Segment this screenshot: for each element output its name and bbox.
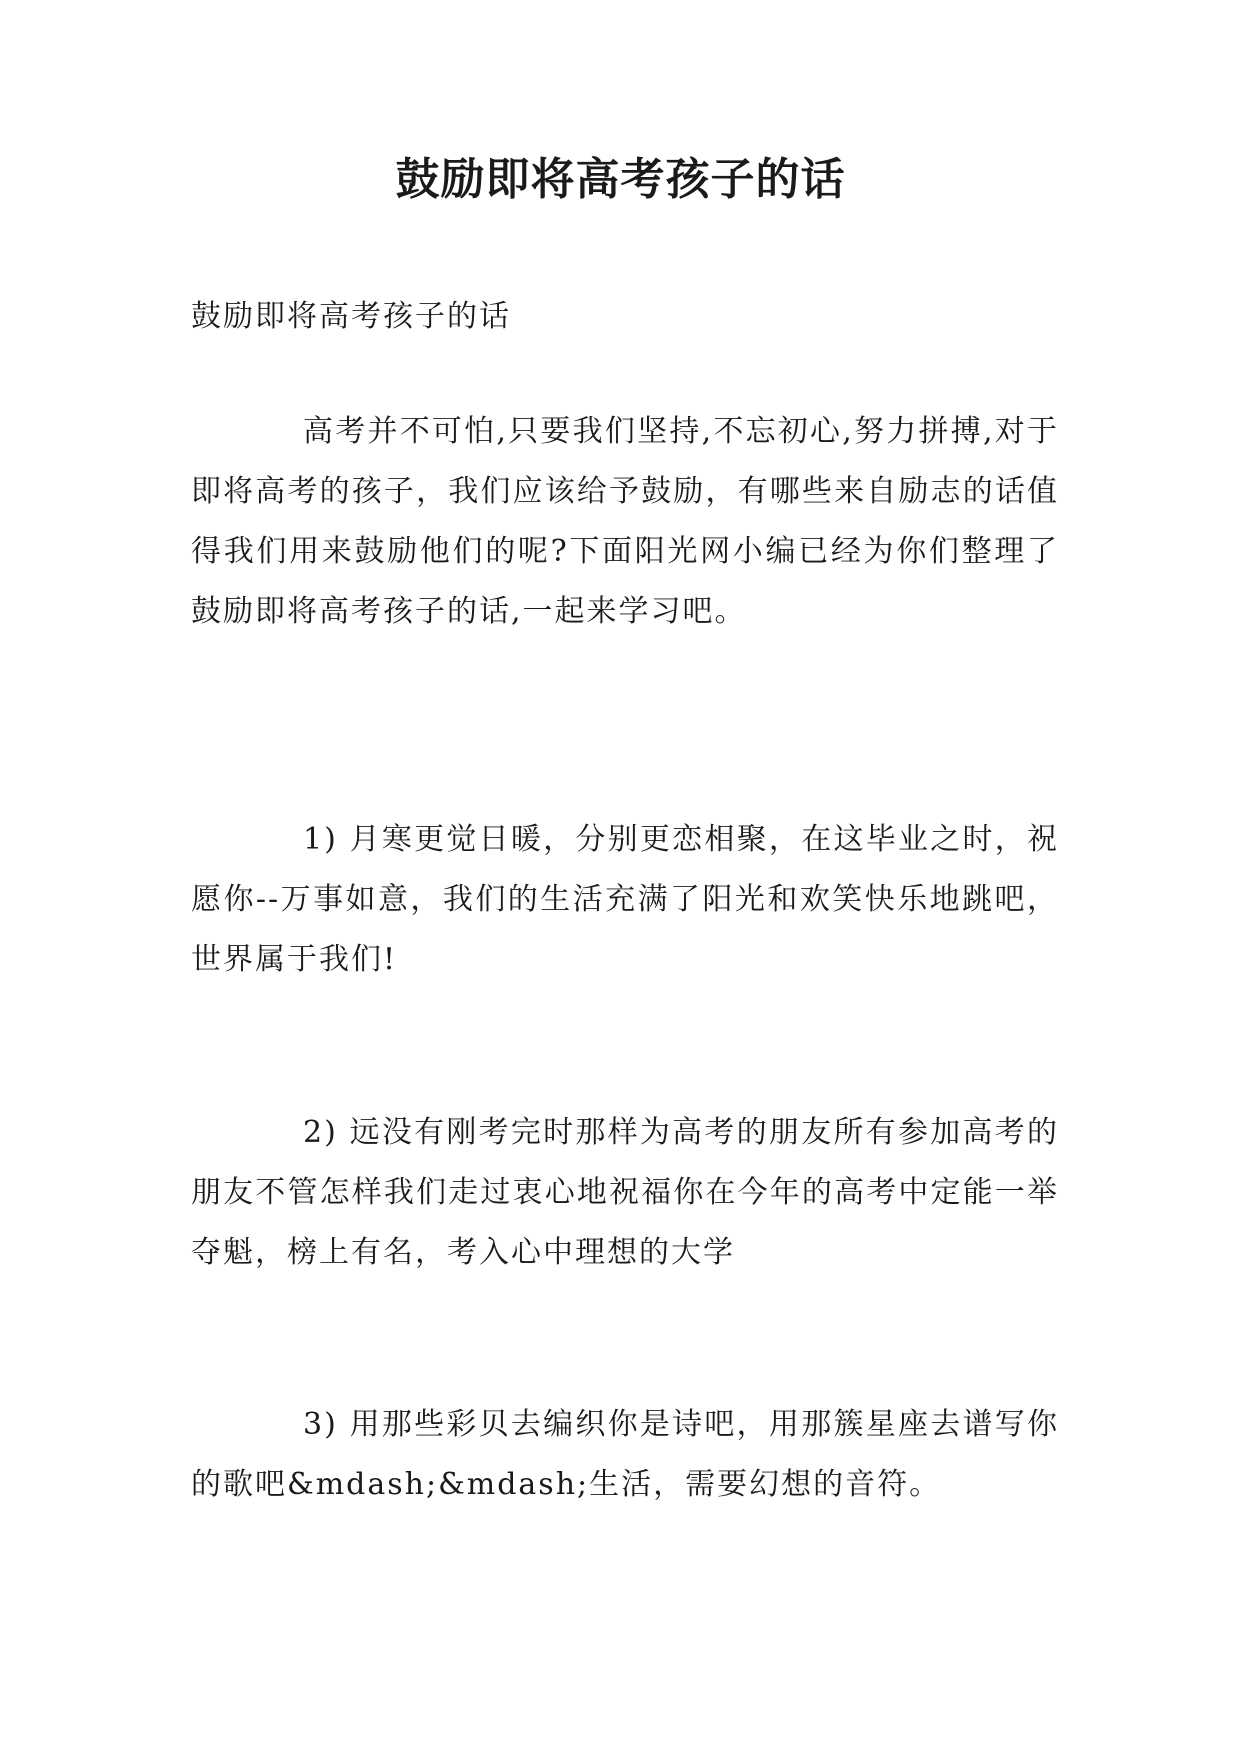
list-item: 2) 远没有刚考完时那样为高考的朋友所有参加高考的朋友不管怎样我们走过衷心地祝福你在今年的高考中定能一举夺魁，榜上有名，考入心中理想的大学 [191, 1115, 1059, 1270]
document-title: 鼓励即将高考孩子的话 [395, 154, 846, 205]
document-subtitle: 鼓励即将高考孩子的话 [191, 299, 511, 334]
list-item: 3) 用那些彩贝去编织你是诗吧，用那簇星座去谱写你的歌吧&mdash;&mdash;生活，需要幻想的音符。 [191, 1407, 1059, 1502]
list-item: 1) 月寒更觉日暖，分别更恋相聚，在这毕业之时，祝愿你--万事如意，我们的生活充满了阳光和欢笑快乐地跳吧，世界属于我们! [191, 822, 1059, 977]
intro-paragraph: 高考并不可怕,只要我们坚持,不忘初心,努力拼搏,对于即将高考的孩子，我们应该给予鼓励，有哪些来自励志的话值得我们用来鼓励他们的呢?下面阳光网小编已经为你们整理了鼓励即将高考孩子的话,一起来学习吧。 [191, 414, 1059, 629]
